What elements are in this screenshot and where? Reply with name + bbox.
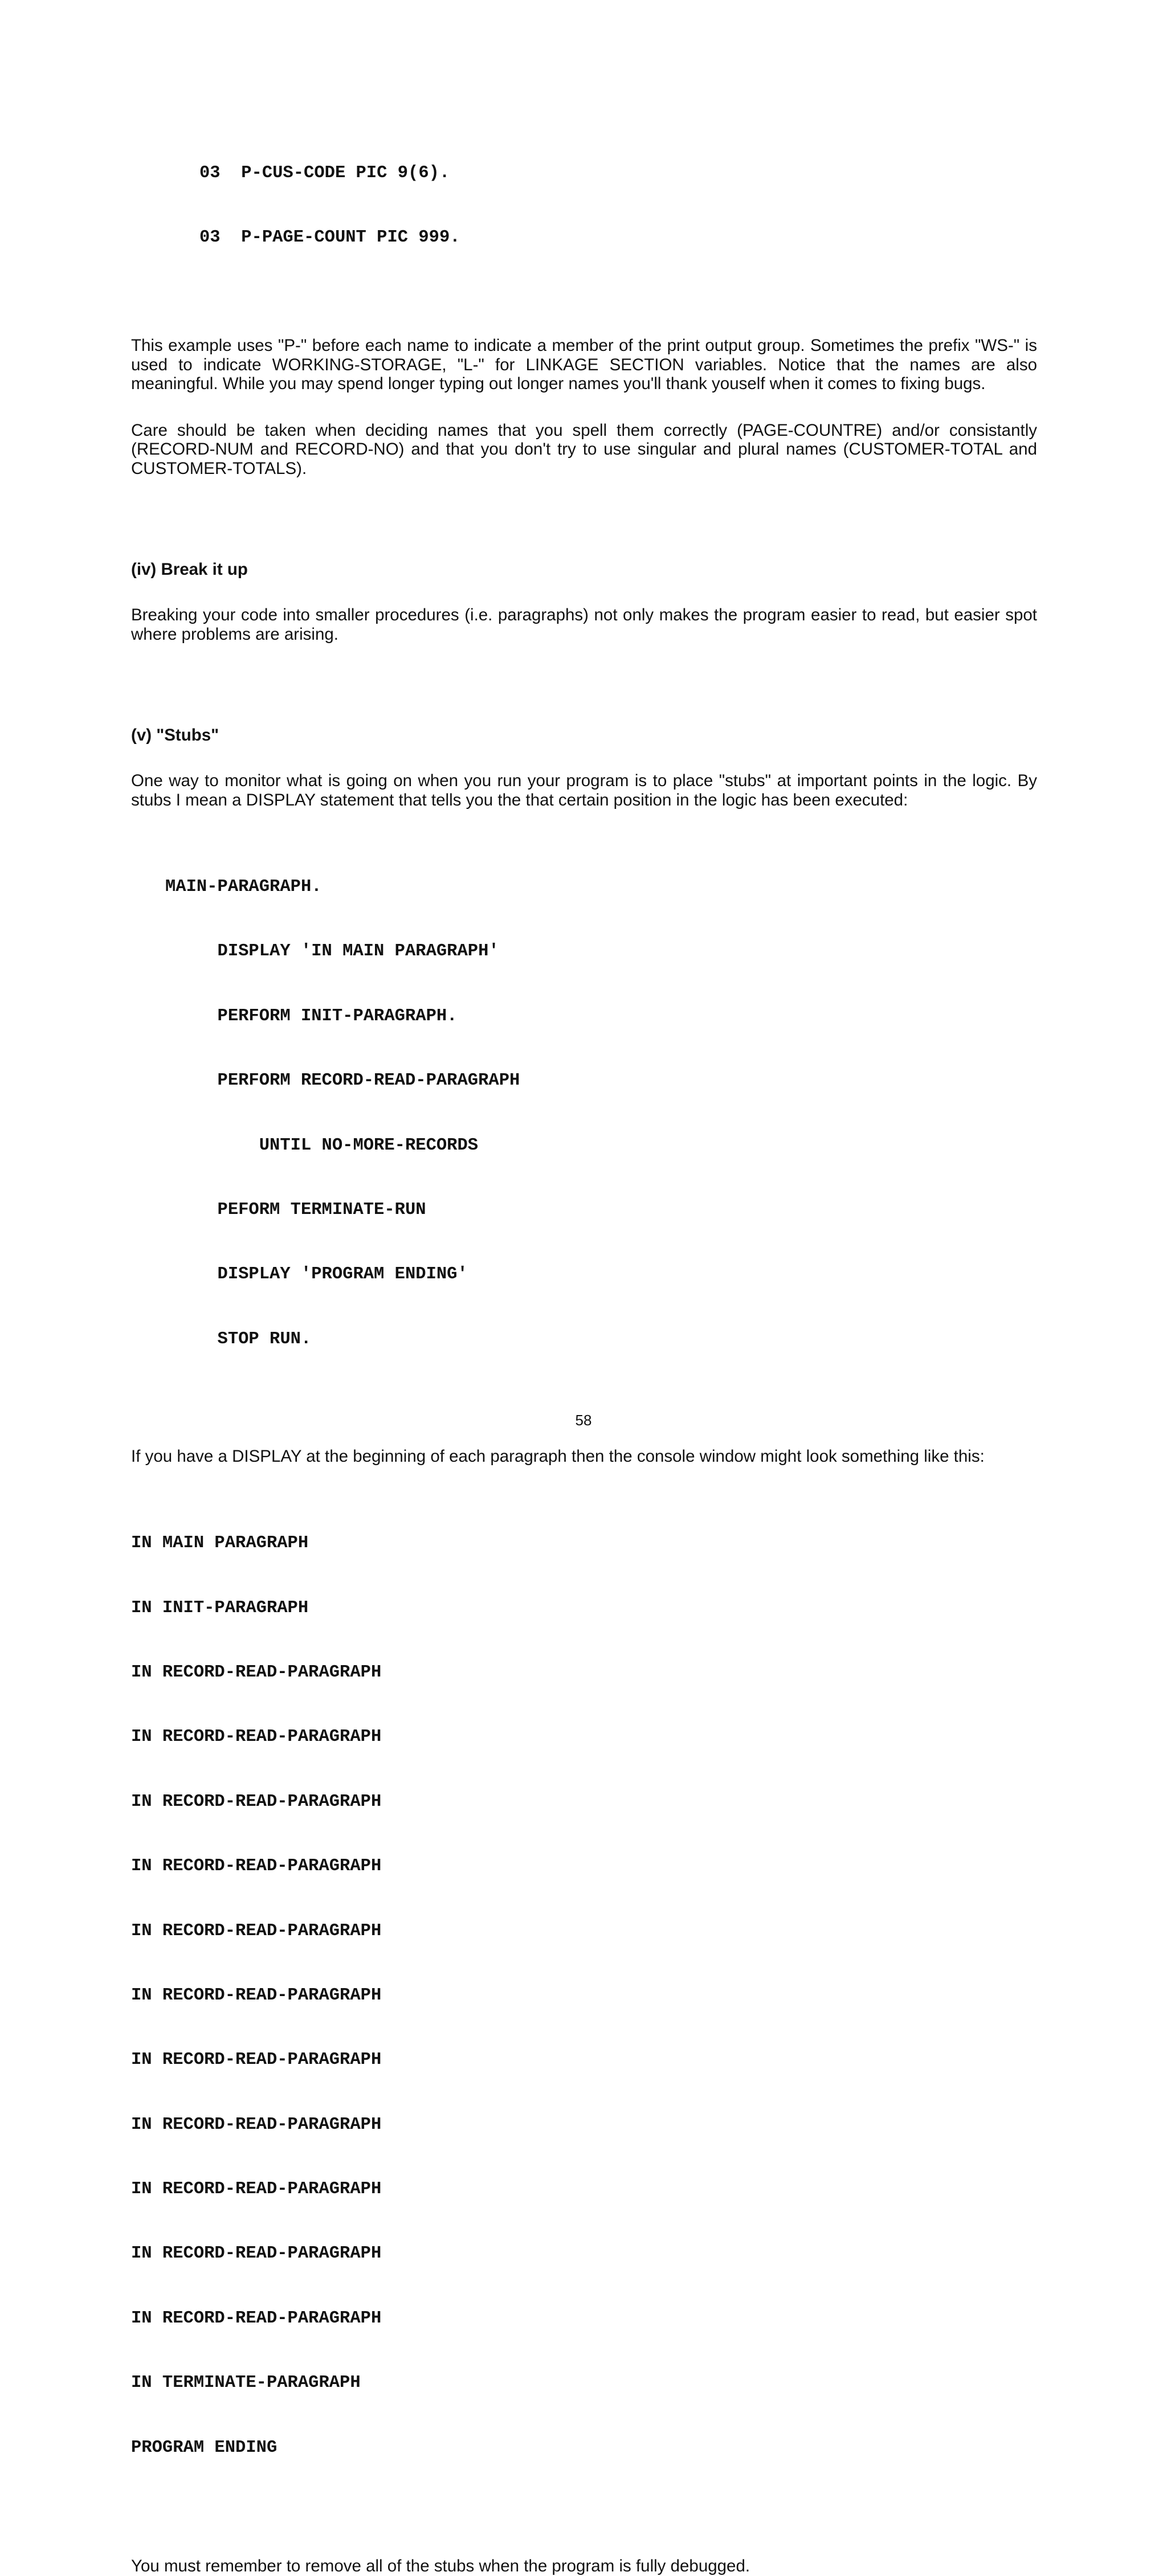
code-line: UNTIL NO-MORE-RECORDS <box>165 1135 479 1155</box>
code-block-print-fields <box>199 120 1037 292</box>
code-line: 03 P-PAGE-COUNT PIC 999. <box>199 227 460 247</box>
code-line: DISPLAY 'PROGRAM ENDING' <box>165 1265 468 1285</box>
console-line: PROGRAM ENDING <box>131 2438 278 2458</box>
console-line: IN RECORD-READ-PARAGRAPH <box>131 1792 382 1812</box>
console-output-block <box>131 1490 1037 2502</box>
code-line: DISPLAY 'IN MAIN PARAGRAPH' <box>165 942 499 962</box>
console-line: IN TERMINATE-PARAGRAPH <box>131 2373 361 2393</box>
paragraph-care-names: Care should be taken when deciding names that you spell them correctly (PAGE-COUNTRE) and/or consistantly (RECORD-NUM and RECORD-NO) and that you don't try to use singular and plural names (CUSTOMER-TOTAL and CUSTOMER-TOTALS). <box>131 420 1037 478</box>
code-line: MAIN-PARAGRAPH. <box>165 877 322 897</box>
console-line: IN RECORD-READ-PARAGRAPH <box>131 2180 382 2199</box>
code-line: PERFORM INIT-PARAGRAPH. <box>165 1006 458 1026</box>
console-line: IN RECORD-READ-PARAGRAPH <box>131 2115 382 2135</box>
console-line: IN RECORD-READ-PARAGRAPH <box>131 1857 382 1876</box>
paragraph-naming-prefix: This example uses "P-" before each name to indicate a member of the print output group. Sometimes the prefix "WS-" is used to indicate WORKING-STORAGE, "L-" for LINKAGE SECTION variables. Notice that the names are also meaningful. While you may spend longer typing out longer names you'll thank youself when it comes to fixing bugs. <box>131 336 1037 394</box>
paragraph-display-intro: If you have a DISPLAY at the beginning of each paragraph then the console window might look something like this: <box>131 1447 985 1466</box>
console-line: IN RECORD-READ-PARAGRAPH <box>131 2244 382 2264</box>
document-page <box>131 120 1037 2576</box>
console-line: IN RECORD-READ-PARAGRAPH <box>131 1662 382 1682</box>
paragraph-break-up: Breaking your code into smaller procedures (i.e. paragraphs) not only makes the program easier to read, but easier spot where problems are arising. <box>131 606 1037 644</box>
console-line: IN RECORD-READ-PARAGRAPH <box>131 2308 382 2328</box>
code-line: 03 P-CUS-CODE PIC 9(6). <box>199 163 450 183</box>
heading-break-it-up: (iv) Break it up <box>131 560 248 579</box>
console-line: IN MAIN PARAGRAPH <box>131 1534 309 1553</box>
code-line: PEFORM TERMINATE-RUN <box>165 1200 426 1220</box>
paragraph-stubs-intro: One way to monitor what is going on when you run your program is to place "stubs" at important points in the logic. By stubs I mean a DISPLAY statement that tells you the that certain position in the logic has been executed: <box>131 771 1037 809</box>
console-line: IN RECORD-READ-PARAGRAPH <box>131 1985 382 2005</box>
console-line: IN RECORD-READ-PARAGRAPH <box>131 1921 382 1941</box>
code-line: STOP RUN. <box>165 1329 312 1349</box>
code-line: PERFORM RECORD-READ-PARAGRAPH <box>165 1071 520 1091</box>
page-number: 58 <box>575 1412 592 1429</box>
heading-stubs: (v) "Stubs" <box>131 726 219 745</box>
console-line: IN RECORD-READ-PARAGRAPH <box>131 2050 382 2070</box>
code-block-main-paragraph <box>165 833 1037 1393</box>
paragraph-remove-stubs: You must remember to remove all of the stubs when the program is fully debugged. <box>131 2557 750 2576</box>
console-line: IN RECORD-READ-PARAGRAPH <box>131 1727 382 1747</box>
console-line: IN INIT-PARAGRAPH <box>131 1598 309 1618</box>
